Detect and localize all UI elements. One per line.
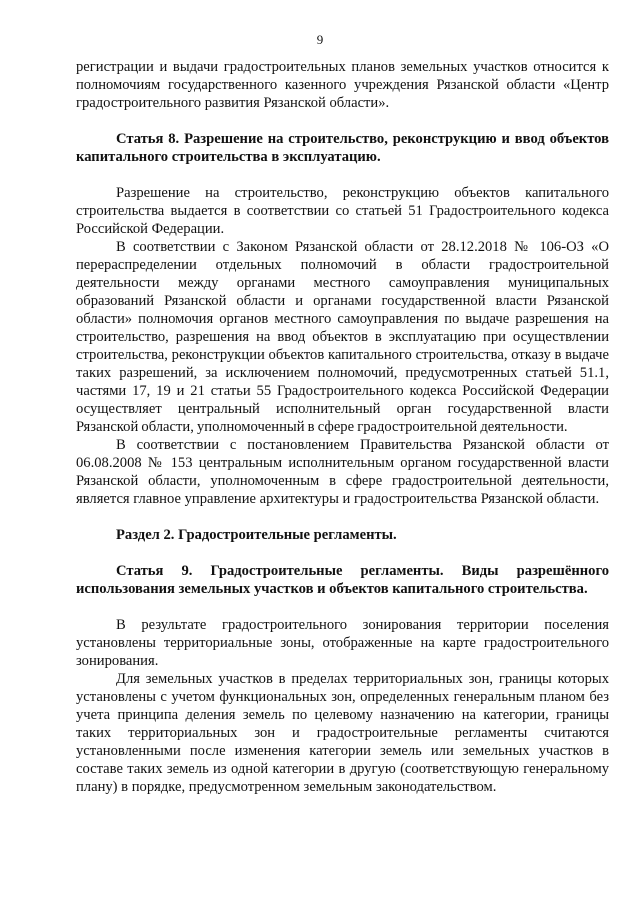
spacer — [76, 112, 609, 130]
article-9-paragraph-1: В результате градостроительного зонирования территории поселения установлены территориальные зоны, отображенные на карте градостроительного зонирования. — [76, 617, 609, 669]
article-8-heading: Статья 8. Разрешение на строительство, реконструкцию и ввод объектов капитального строительства в эксплуатацию. — [76, 131, 609, 165]
article-8-paragraph-3: В соответствии с постановлением Правительства Рязанской области от 06.08.2008 № 153 центральным исполнительным органом государственной власти Рязанской области, уполномоченным в сфере градостроительной деятельности, является главное управление архитектуры и градостроительства Рязанской области. — [76, 437, 609, 507]
page-number: 9 — [316, 32, 324, 47]
article-8-paragraph-2: В соответствии с Законом Рязанской области от 28.12.2018 № 106-ОЗ «О перераспределении отдельных полномочий в области градостроительной деятельности между органами местного самоуправления муниципальных образований Рязанской области и органами государственной власти Рязанской области» полномочия органов местного самоуправления по выдаче разрешения на строительство, разрешения на ввод объектов в эксплуатацию при осуществлении строительства, реконструкции объектов капитального строительства, отказу в выдаче таких разрешений, за исключением полномочий, предусмотренных статьей 51.1, частями 17, 19 и 21 статьи 55 Градостроительного кодекса Российской Федерации осуществляет центральный исполнительный орган государственной власти Рязанской области, уполномоченный в сфере градостроительной деятельности. — [76, 239, 609, 435]
article-8-paragraph-1: Разрешение на строительство, реконструкцию объектов капитального строительства выдается в соответствии со статьей 51 Градостроительного кодекса Российской Федерации. — [76, 185, 609, 237]
spacer — [76, 508, 609, 526]
spacer — [76, 166, 609, 184]
document-body — [76, 58, 609, 796]
paragraph-continuation: регистрации и выдачи градостроительных планов земельных участков относится к полномочиям государственного казенного учреждения Рязанской области «Центр градостроительного развития Рязанской области». — [76, 59, 609, 111]
spacer — [76, 598, 609, 616]
section-2-heading: Раздел 2. Градостроительные регламенты. — [116, 527, 397, 543]
spacer — [76, 544, 609, 562]
article-9-heading: Статья 9. Градостроительные регламенты. Виды разрешённого использования земельных участков и объектов капитального строительства. — [76, 563, 609, 597]
article-9-paragraph-2: Для земельных участков в пределах территориальных зон, границы которых установлены с учетом функциональных зон, определенных генеральным планом без учета принципа деления земель по целевому назначению на категории, границы таких территориальных зон и градостроительные регламенты считаются установленными после изменения категории земель или земельных участков в составе таких земель из одной категории в другую (соответствующую генеральному плану) в порядке, предусмотренном земельным законодательством. — [76, 671, 609, 795]
